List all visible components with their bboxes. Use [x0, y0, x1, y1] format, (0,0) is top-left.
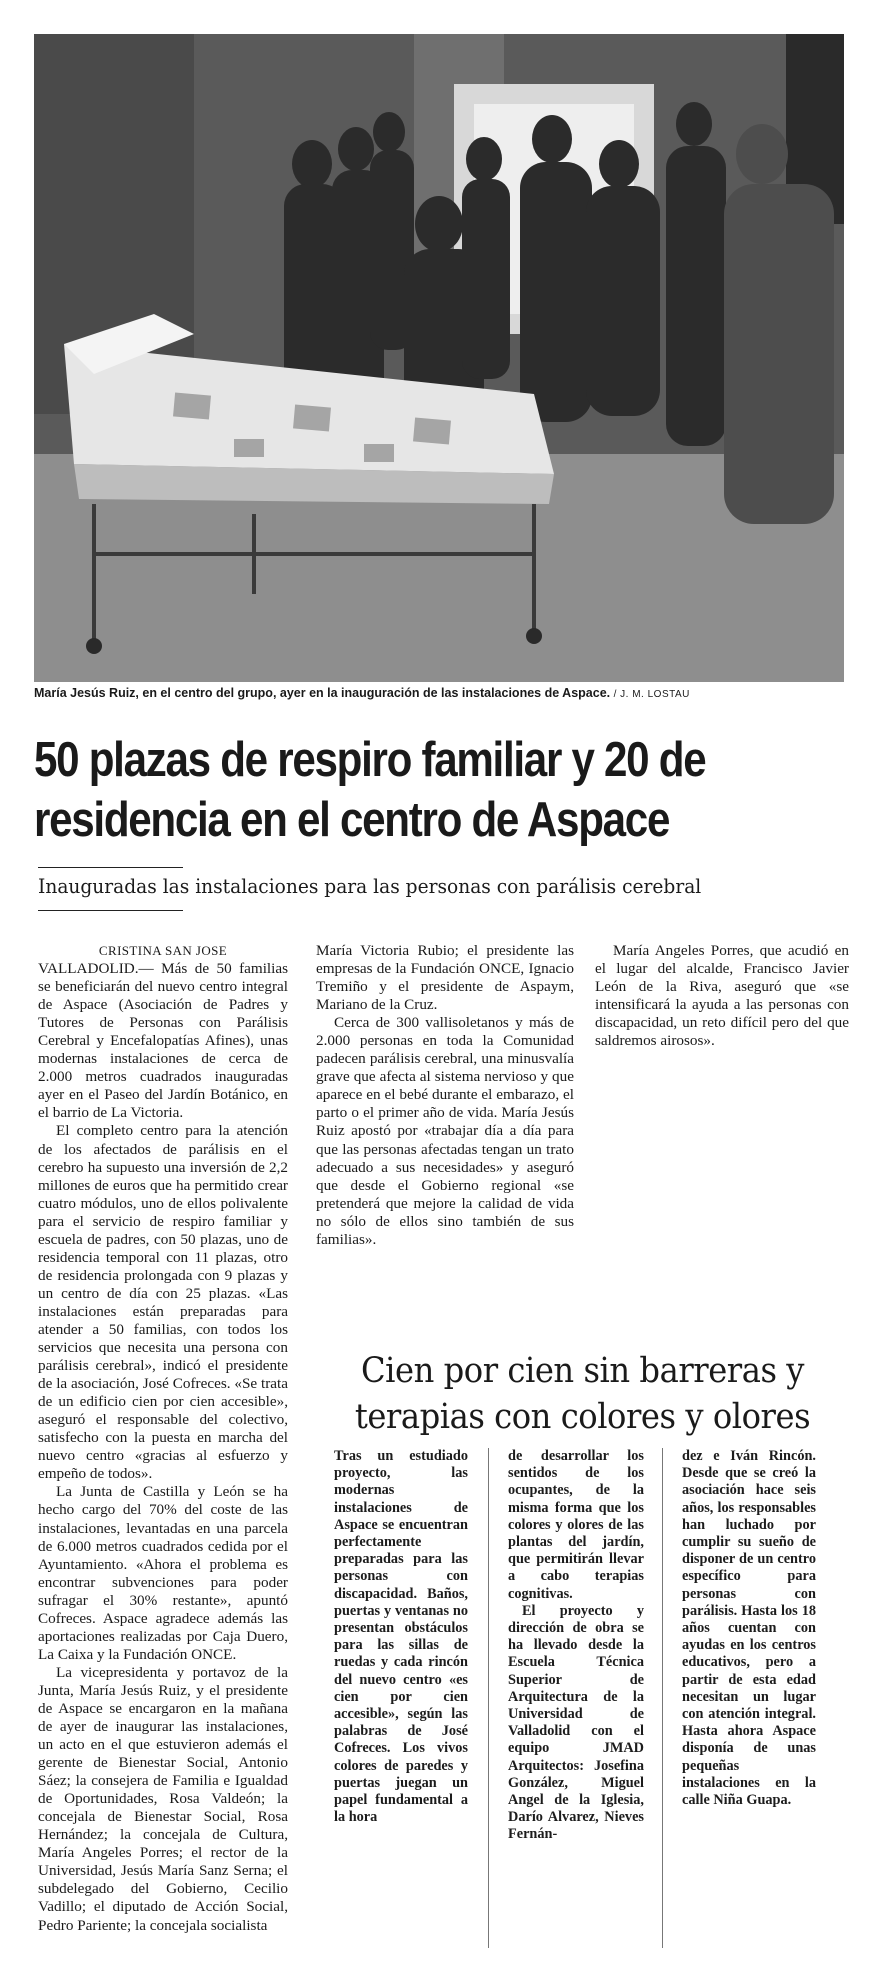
headline — [34, 730, 739, 850]
article-column-1 — [38, 942, 288, 1935]
sidebar-title — [337, 1348, 827, 1440]
sidebar-column-1 — [334, 1448, 468, 1826]
photo — [34, 34, 844, 682]
headline-line-1: 50 plazas de respiro familiar y 20 de — [34, 733, 706, 787]
sidebar-text-2a: de desarrollar los sentidos de los ocupantes, de la misma forma que los colores y olores de las plantas del jardín, que permitirán llevar a cabo terapias cognitivas. — [508, 1448, 644, 1602]
paragraph-2: El completo centro para la atención de los afectados de parálisis en el cerebro ha supuesto una inversión de 2,2 millones de euros que ha permitido crear cuatro módulos, uno de ellos polivalente para el servicio de respiro familiar y escuela de padres, con 50 plazas, uno de residencia temporal con 11 plazas, otro de residencia prolongada con 9 plazas y un centro de día con 25 plazas. «Las instalaciones están preparadas para atender a 50 familias, con todos los servicios que necesita una persona con parálisis cerebral», indicó el presidente de la asociación, José Cofreces. «Se trata de un edificio cien por cien accesible», aseguró el responsable del colectivo, satisfecho con la puesta en marcha del nuevo centro «gracias al esfuerzo y empeño de todos». — [38, 1122, 288, 1483]
byline: CRISTINA SAN JOSE — [98, 943, 228, 958]
column-divider — [662, 1448, 663, 1948]
paragraph-1-text: Más de 50 familias se beneficiarán del nuevo centro integral de Aspace (Asociación de Padres y Tutores de Personas con Parálisis Cerebral y Encefalopatías Afines), unas modernas instalaciones de cerca de 2.000 metros cuadrados inauguradas ayer en el Paseo del Jardín Botánico, en el barrio de La Victoria. — [38, 960, 288, 1122]
subhead-rule-top — [38, 867, 183, 868]
sidebar-text-2b: El proyecto y dirección de obra se ha llevado desde la Escuela Técnica Superior de Arquitectura de la Universidad de Valladolid con el equipo JMAD Arquitectos: Josefina González, Miguel Angel de la Iglesia, Darío Alvarez, Nieves Fernán- — [508, 1602, 644, 1843]
sidebar-column-3 — [682, 1448, 816, 1809]
paragraph-1 — [38, 960, 288, 1122]
caption-text: María Jesús Ruiz, en el centro del grupo, ayer en la inauguración de las instalaciones de Aspace. — [34, 686, 611, 700]
column-divider — [488, 1448, 489, 1948]
subhead: Inauguradas las instalaciones para las personas con parálisis cerebral — [38, 874, 702, 898]
sidebar-text-3: dez e Iván Rincón. Desde que se creó la asociación hace seis años, los responsables han luchado por cumplir su sueño de disponer de un centro específico para personas con parálisis. Hasta los 18 años cuentan con ayudas en los centros educativos, pero a partir de esta edad necesitan un lugar con atención integral. Hasta ahora Aspace disponía de unas pequeñas instalaciones en la calle Niña Guapa. — [682, 1448, 816, 1809]
paragraph-6: María Angeles Porres, que acudió en el lugar del alcalde, Francisco Javier León de la Riva, aseguró que «se intensificará la ayuda a las personas con discapacidad, un reto difícil pero del que saldremos airosos». — [595, 942, 849, 1050]
paragraph-4-continued: María Victoria Rubio; el presidente las empresas de la Fundación ONCE, Ignacio Tremiño y el presidente de Aspaym, Mariano de la Cruz. — [316, 942, 574, 1014]
paragraph-3: La Junta de Castilla y León se ha hecho cargo del 70% del coste de las instalaciones, levantadas en una parcela de 6.000 metros cuadrados cedida por el Ayuntamiento. «Ahora el problema es encontrar subvenciones para poder sufragar el 30% restante», apuntó Cofreces. Aspace agradece además las aportaciones realizadas por Caja Duero, La Caixa y la Fundación ONCE. — [38, 1483, 288, 1663]
photo-credit: / J. M. LOSTAU — [613, 689, 690, 700]
photo-caption — [34, 686, 844, 700]
sidebar-title-line-2: terapias con colores y olores — [354, 1397, 811, 1437]
paragraph-5-start: Cerca de 300 vallisoletanos y más de 2.000 personas en toda la Comunidad padecen parálisis cerebral, una minusvalía grave que afecta al sistema nervioso y que aparece en el bebé durante el embarazo, el parto o el primer año de vida. María Jesús Ruiz apostó por «trabajar día a día para que las personas afectadas tengan un trato adecuado a sus necesidades» y aseguró que desde el Gobierno regional «se pretenderá que mejore la calidad de vida no sólo de ellos sino también de sus familias». — [316, 1014, 574, 1248]
paragraph-4: La vicepresidenta y portavoz de la Junta, María Jesús Ruiz, y el presidente de Aspace se encargaron en la mañana de ayer de inaugurar las instalaciones, un acto en el que estuvieron además el gerente de Bienestar Social, Antonio Sáez; la consejera de Familia e Igualdad de Oportunidades, Rosa Valdeón; la concejala de Bienestar Social, Rosa Hernández; la concejala de Cultura, María Angeles Porres; el rector de la Universidad, Jesús María Sanz Serna; el subdelegado del Gobierno, Cecilio Vadillo; el diputado de Acción Social, Pedro Pariente; la concejala socialista — [38, 1663, 288, 1934]
subhead-rule-bottom — [38, 910, 183, 911]
sidebar-text-1: Tras un estudiado proyecto, las modernas instalaciones de Aspace se encuentran perfectamente preparadas para las personas con discapacidad. Baños, puertas y ventanas no presentan obstáculos para las sillas de ruedas y cada rincón del nuevo centro «es cien por cien accesible», según las palabras de José Cofreces. Los vivos colores de paredes y puertas juegan un papel fundamental a la hora — [334, 1448, 468, 1826]
photo-illustration — [34, 34, 844, 682]
sidebar-column-2 — [508, 1448, 644, 1844]
dateline: VALLADOLID.— — [38, 960, 154, 978]
headline-line-2: residencia en el centro de Aspace — [34, 793, 670, 847]
sidebar-title-line-1: Cien por cien sin barreras y — [360, 1351, 805, 1391]
article-column-2 — [316, 942, 574, 1249]
article-column-3 — [595, 942, 849, 1050]
